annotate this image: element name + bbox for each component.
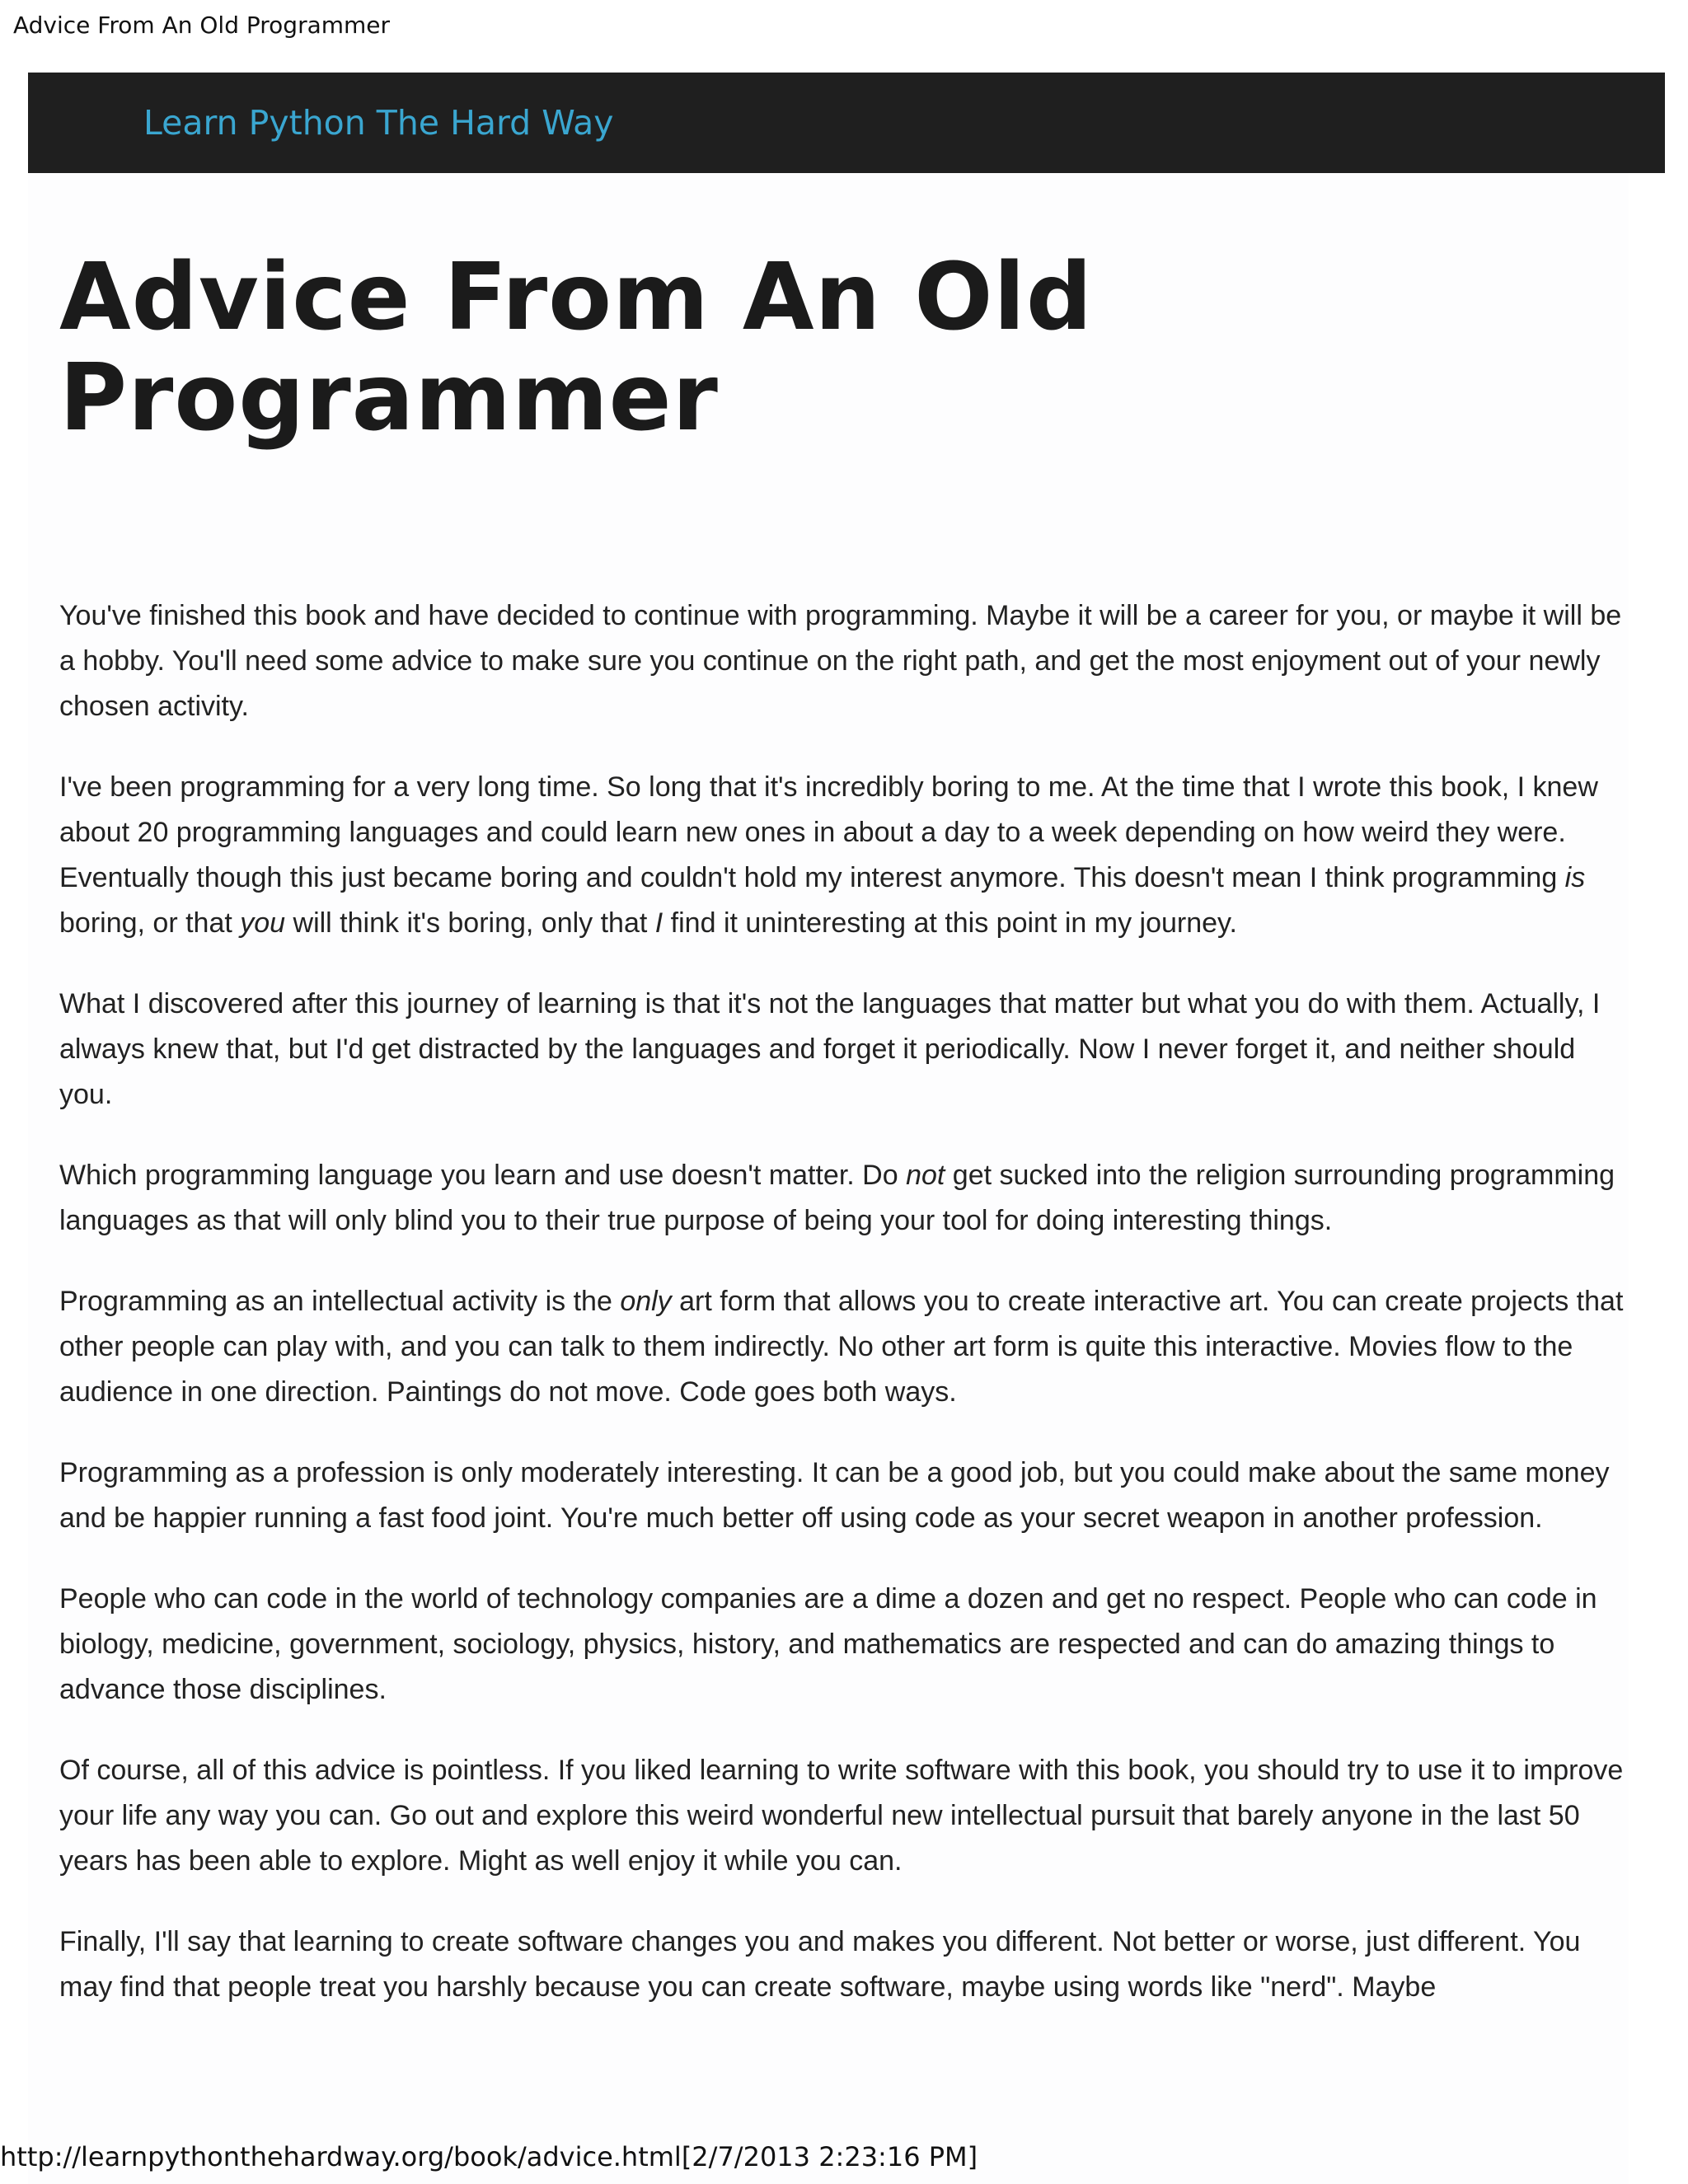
article-content: [59, 244, 1634, 2003]
paragraph-experience: I've been programming for a very long time. So long that it's incredibly boring to me. At the time that I wrote this book, I knew about 20 programming languages and could learn new ones in about a day to a week depending on how weird they were. Eventually though this just became boring and couldn't hold my interest anymore. This doesn't mean I think programming is boring, or that you will think it's boring, only that I find it uninteresting at this point in my journey.: [59, 771, 1598, 939]
top-navbar: [28, 73, 1665, 173]
page-title: Advice From An Old Programmer: [59, 244, 1093, 452]
paragraph-finally: Finally, I'll say that learning to create software changes you and makes you different. Not better or worse, just different. You may find that people treat you harshly because you can create software, maybe using words like "nerd". Maybe: [59, 1926, 1581, 2003]
emphasis-only: only: [620, 1286, 672, 1317]
emphasis-you: you: [240, 907, 286, 939]
paragraph-profession: Programming as a profession is only moderately interesting. It can be a good job, but you could make about the same money and be happier running a fast food joint. You're much better off using code as your secret weapon in another profession.: [59, 1457, 1610, 1534]
brand-link[interactable]: Learn Python The Hard Way: [143, 103, 614, 143]
emphasis-is: is: [1564, 862, 1586, 893]
paragraph-languages-matter: What I discovered after this journey of learning is that it's not the languages that matter but what you do with them. Actually, I always knew that, but I'd get distracted by the languages and forget it periodically. Now I never forget it, and neither should you.: [59, 988, 1601, 1110]
print-footer-url: http://learnpythonthehardway.org/book/advice.html[2/7/2013 2:23:16 PM]: [0, 2141, 978, 2172]
paragraph-pointless-advice: Of course, all of this advice is pointless. If you liked learning to write software with this book, you should try to use it to improve your life any way you can. Go out and explore this weird wonderful new intellectual pursuit that barely anyone in the last 50 years has been able to explore. Might as well enjoy it while you can.: [59, 1755, 1624, 1877]
paragraph-art-form: Programming as an intellectual activity is the only art form that allows you to create interactive art. You can create projects that other people can play with, and you can talk to them indirectly. No other art form is quite this interactive. Movies flow to the audience in one direction. Paintings do not move. Code goes both ways.: [59, 1286, 1624, 1408]
paragraph-language-choice: Which programming language you learn and use doesn't matter. Do not get sucked into the religion surrounding programming languages as that will only blind you to their true purpose of being your tool for doing interesting things.: [59, 1160, 1615, 1236]
emphasis-not: not: [906, 1160, 945, 1191]
emphasis-i: I: [654, 907, 663, 939]
paragraph-other-fields: People who can code in the world of technology companies are a dime a dozen and get no respect. People who can code in biology, medicine, government, sociology, physics, history, and mathematics are respected and can do amazing things to advance those disciplines.: [59, 1583, 1597, 1705]
print-header-title: Advice From An Old Programmer: [13, 12, 391, 39]
article-body: [59, 593, 1634, 2010]
paragraph-intro: You've finished this book and have decided to continue with programming. Maybe it will be a career for you, or maybe it will be a hobby. You'll need some advice to make sure you continue on the right path, and get the most enjoyment out of your newly chosen activity.: [59, 600, 1622, 722]
